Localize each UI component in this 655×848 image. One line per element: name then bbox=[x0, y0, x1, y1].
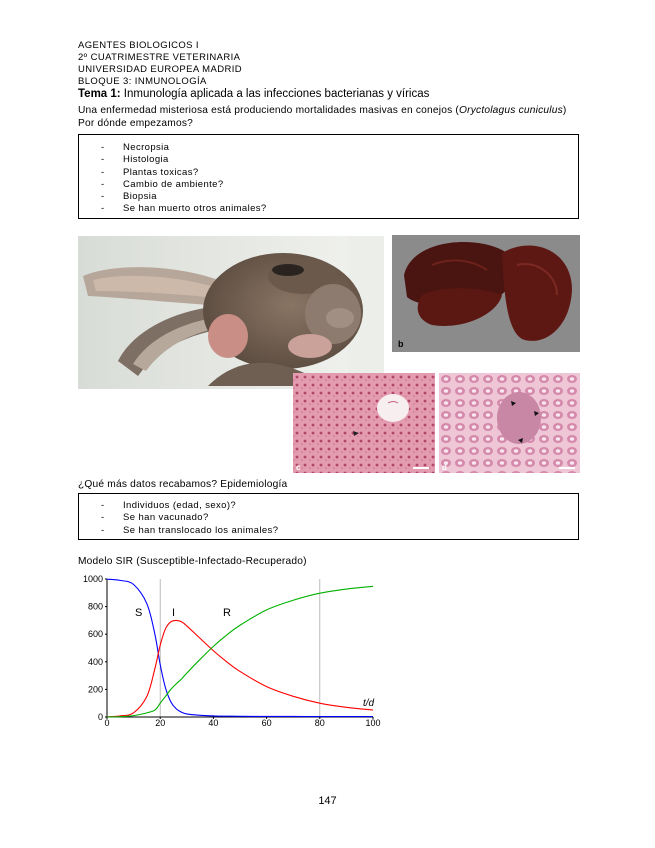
semester-line: 2º CUATRIMESTRE VETERINARIA bbox=[78, 52, 241, 63]
y-tick-label: 600 bbox=[87, 629, 103, 640]
intro-paragraph bbox=[78, 104, 568, 130]
list-item: - Necropsia bbox=[79, 142, 578, 154]
epidemiology-box bbox=[78, 493, 579, 540]
list-item: - Biopsia bbox=[79, 191, 578, 203]
intro-text-1: Una enfermedad misteriosa está produciendo mortalidades masivas en conejos ( bbox=[78, 105, 460, 116]
first-steps-box bbox=[78, 134, 579, 219]
list-item: - Plantas toxicas? bbox=[79, 167, 578, 179]
x-tick-label: 80 bbox=[314, 718, 325, 728]
block-line: BLOQUE 3: INMUNOLOGÍA bbox=[78, 76, 207, 87]
y-tick-label: 200 bbox=[87, 684, 103, 695]
topic-title-bold: Tema 1: bbox=[78, 88, 121, 100]
annotation-s: S bbox=[135, 607, 143, 619]
y-tick-label: 800 bbox=[87, 601, 103, 612]
list-item: - Individuos (edad, sexo)? bbox=[79, 500, 578, 512]
x-tick-label: 20 bbox=[155, 718, 166, 728]
organ-illustration bbox=[392, 235, 580, 352]
annotation-i: I bbox=[172, 607, 176, 619]
course-title: AGENTES BIOLOGICOS I bbox=[78, 40, 199, 51]
sir-chart bbox=[78, 570, 383, 735]
epidemiology-question: ¿Qué más datos recabamos? Epidemiología bbox=[78, 479, 288, 490]
intro-species: Oryctolagus cuniculus bbox=[459, 105, 563, 116]
intro-text-2: ) Por dónde empezamos? bbox=[78, 105, 567, 129]
topic-title-text: Inmunología aplicada a las infecciones bacterianas y víricas bbox=[120, 88, 430, 100]
x-tick-label: 60 bbox=[261, 718, 272, 728]
x-tick-label: 40 bbox=[208, 718, 219, 728]
list-item: - Se han vacunado? bbox=[79, 512, 578, 524]
rabbit-photo bbox=[78, 236, 384, 389]
sir-chart-svg bbox=[78, 570, 383, 735]
rabbit-illustration bbox=[78, 236, 384, 389]
panel-label-c: c bbox=[296, 463, 301, 472]
first-steps-list bbox=[79, 142, 578, 216]
page-number: 147 bbox=[318, 795, 337, 807]
y-tick-label: 0 bbox=[97, 712, 103, 722]
x-tick-label: 0 bbox=[104, 718, 110, 728]
list-item: - Se han muerto otros animales? bbox=[79, 203, 578, 215]
x-tick-label: 100 bbox=[365, 718, 381, 728]
university-line: UNIVERSIDAD EUROPEA MADRID bbox=[78, 64, 243, 75]
list-item: - Histologia bbox=[79, 154, 578, 166]
histology-liver-illustration bbox=[293, 373, 435, 473]
sir-title: Modelo SIR (Susceptible-Infectado-Recuperado) bbox=[78, 556, 307, 567]
organ-photo bbox=[392, 235, 580, 352]
histology-kidney-illustration bbox=[439, 373, 580, 473]
y-tick-label: 400 bbox=[87, 656, 103, 667]
list-item: - Cambio de ambiente? bbox=[79, 179, 578, 191]
histology-kidney-photo bbox=[439, 373, 580, 473]
topic-title bbox=[78, 88, 429, 100]
y-tick-label: 1000 bbox=[82, 574, 103, 584]
epidemiology-list bbox=[79, 500, 578, 537]
x-axis-label: t/d bbox=[363, 698, 375, 709]
list-item: - Se han translocado los animales? bbox=[79, 525, 578, 537]
annotation-r: R bbox=[223, 607, 231, 619]
panel-label-b: b bbox=[398, 339, 404, 349]
panel-label-d: d bbox=[442, 463, 447, 472]
histology-liver-photo bbox=[293, 373, 435, 473]
